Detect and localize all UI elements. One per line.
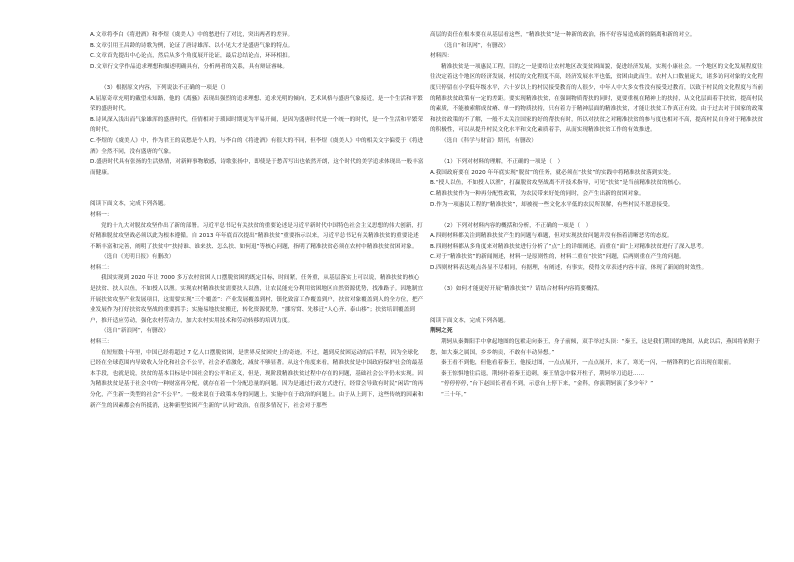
story-title: 荆轲之死 (430, 328, 453, 335)
material-3-source: （选自“和讯网”，有删改） (441, 42, 509, 49)
material-3-label: 材料三： (90, 339, 113, 346)
material-1-source: （选自《光明日报》有删改） (101, 254, 175, 261)
story-paragraph: 秦王惊惧地往后退，荆轲扑着秦王追刺，秦王情急中躲开柱子，荆轲举刀追赶…… (441, 370, 645, 377)
option-d: D.文章行文学作品追求理想和描述明确具有，分析两者的关系，具有辩证睿味。 (90, 63, 289, 70)
material-4-text: 精准扶贫是一项惠民工程，目的之一是要给让农村地区改变贫困面貌，促进经济发展，实现小康社会。一个地区的文化发展程度往往决定着这个地区的经济发展，村民的文化程度不高，经济发展水平也低，贫困由此而生。农村人口数量庞大，诸多访问对象的文化程度只停留在小学低年级水平，六十岁以上的村民接受教育的人很少，中年人中大多女性没有接受过教育，以致于村民的文化程度与当前的精准扶贫政策有一定的差距。要实现精准扶贫，在强调物质帮扶的同时，更要重视在精神上的扶持，从文化层面着手扶贫，提高村民的素质，不能被索解成贫瘠、单一的物质扶持，只有着力于精神层面的精准扶贫，才能让扶贫工作真正有效。由于过去对于国家的政策和扶贫政策的不了解，一般不太关注国家的好的帮扶有时，所以对扶贫之对精准扶贫的参与度也相对不高，提高村民自身对于精准扶贫的积极性，可以从提升村民文化水平和文化素质着手，从而实现精准扶贫工作的有效推进。 (430, 63, 763, 134)
q3-option-c: C.李煜的《虞美人》中，作为君王的哀愁是个人的，与李白的《将进酒》有很大的不同，但李煜《虞美人》中的相关文字偏爱于《将进酒》全然不同，没有盛唐的气象。 (90, 137, 424, 155)
story-paragraph: 秦王看不到他，但他看着秦王，他接过图，一点点展开，一点点展开，末了，寒光一闪，一柄锋利的匕首出现在眼前。 (441, 360, 735, 367)
q2-option-a: A.四则材料都关注到精准扶贫产生的问题与难题，但对实现扶贫问题并没有指着清晰恶劣的态度。 (430, 233, 673, 240)
q3-option-b: B.诗风深入浅出而气象雄浑的盛唐时代，佳情相对于琐园时期更为平易开阔，是因为盛唐时代是一个统一的时代，是一个生活和平繁荣的时代。 (90, 116, 424, 134)
material-3-continued: 高层的责任在根本要在从基层看这些，“精准扶贫”是一种新的政治，指不好容易造成新的隔离和新的对立。 (430, 32, 696, 38)
q3-option-a: A.屈原奇章充明的戴望未知路，他的《离骚》表现出强烈的追求理想、追求光明的倾向，艺术风格与盛唐气象接近，是一个生活和平繁荣的盛唐时代。 (90, 95, 423, 113)
q1-option-c: C.精准扶贫作为一种再分配性政策，为农民带来好处的同时，会产生出新的贫困对象。 (430, 190, 645, 197)
q3-option-d: D.盛唐时代具有张扬的生活热情，对新鲜事物敏感，诗歌张扬中，即使是于愁苦写出也依然开朗，这个时代的美学追求体现出一般丰富而健康。 (90, 159, 424, 176)
passage-intro-2: 阅读下面文本，完成下列各题。 (430, 317, 510, 324)
question-3-title-right: （3）如何才能更好开展“精准扶贫”？请结合材料内容简要概括。 (441, 286, 603, 293)
option-c: C.文章首先提出中心论点，然后从多个角度展开论证，最后总结论点，环环相扣。 (90, 53, 294, 60)
material-2-source: （选自“新浪网”，有删改） (101, 328, 169, 335)
material-2-text: 我国实现到 2020 年让 7000 多万农村贫困人口摆脱贫困的既定目标，时间紧，任务重，从基层落实上可以说，精准扶贫的核心是扶贫、扶人以鱼，不如授人以渔。实现农村精准扶贫需要扶人以渔，让农民能充分利用贫困地区自然资源优势，找准路子。因地制宜开展扶贫攻坚产业发展项目，这需要实现“三个覆盖”：产业发展覆盖到村，镇化致富工作覆盖到户，扶贫对象覆盖到人的全方位，把产业发展作为打好扶贫攻坚战的重要抓手；实施易地扶贫搬迁，转化资源优势，“挪穷窝、先移迁“人心齐、泰山移”；扶贫培训覆盖到户，推开适应劳动，强化农村劳动力，加大农村实用技术和劳动转移的培训力度。 (90, 275, 424, 324)
material-1-text: 党的十九大对脱贫攻坚作出了新的部署。习近平总书记有关扶贫的重要论述是习近平新时代中国特色社会主义思想的伟大创新，打好精准脱贫攻坚战必须以此为根本遵循。自 2013 年年底首次提出“精准扶贫”重要指示以来，习近平总书记有关精准扶贫的重要论述不断丰富和完善，阐明了扶贫中“扶持谁、谁来扶、怎么扶、如何退”等核心问题，指明了精准扶贫必须在农村中精准扶贫贫困对象。 (90, 222, 423, 250)
right-column (430, 30, 764, 401)
option-a: A.文章将李白《将进酒》和李煜《虞美人》中的愁进行了对比，突出两者的差异。 (90, 32, 294, 38)
material-4-source: （选自《科学与财富》期刊，有删改） (441, 137, 537, 144)
story-paragraph: 荆轲从秦舞阳手中拿起地图的包袱走向秦王，身子前倾，双手举过头顶：“秦王，这是我们荆国的地图，从此以后，燕国将依附于您，如大秦之属国，乡乡纳贡，不敢有丰动异想。” (430, 339, 760, 356)
q1-option-d: D.作为一项惠民工程的“精准扶贫”，却被视一些文化水平低的农民所误解，有些村民不愿意接受。 (430, 201, 674, 208)
story-paragraph: “停停停停，”台下赵国长者看不到，示意台上停下来，“金科，你演荆轲演了多少年？” (441, 381, 654, 388)
question-2-title: （2）下列对材料内容的概括和分析，不正确的一项是（ ） (441, 222, 592, 229)
material-4-label: 材料四： (430, 53, 453, 60)
material-2-label: 材料二： (90, 264, 113, 271)
q1-option-a: A.我国政府要在 2020 年年底实现“脱贫”的任务，就必须在“扶贫”的实践中将精准扶贫落到实处。 (430, 169, 675, 176)
q2-option-c: C.对于“精准扶贫”的新闻阐述，材料一是原则性的，材料二重在“扶贫”问题，后两则重在产生的问题。 (430, 254, 685, 261)
left-column (90, 30, 424, 411)
question-1-title: （1）下列对材料的理解，不正确的一项是（ ） (441, 159, 564, 166)
material-1-label: 材料一： (90, 211, 113, 218)
question-3-title: （3）根据原文内容，下列说法不正确的一项是（） (101, 84, 229, 91)
q2-option-b: B.四则材料都从多角度来对精准扶贫进行分析了“点”上的详细阐述，而重在“面”上对精准扶贫进行了深入思考。 (430, 243, 708, 250)
q1-option-b: B.“授人以鱼，不如授人以渔”，打赢脱贫攻坚战离不开技术指导，可见“扶贫”是当前精准扶贫的核心。 (430, 180, 685, 187)
option-b: B.文章引用王昌龄的诗歌为例，论证了唐诗雄浑、以小见大才是盛唐气象的特点。 (90, 42, 294, 49)
story-paragraph: “三十年。” (441, 392, 467, 398)
q2-option-d: D.四则材料表达观点各显不尽相同，有据理，有阐述，有事实，使得文章表述内容丰富，体现了新闻的时效性。 (430, 265, 708, 272)
passage-intro: 阅读下面文本，完成下列各题。 (90, 201, 170, 208)
material-3-text: 在短短数十年里，中国已经将超过 7 亿人口摆脱贫困，是世界反贫困史上的奇迹。不过，越到反贫困运动的后半程，因为全球化已经在全球范围内导致收入分化和社会不公平，社会矛盾激化，减贫不够显著。从这个角度来看，精准扶贫是中国政府保护社会的最基本手段，也就是说，扶贫的基本目标是中国社会的公平和正义，但是，现阶段精准扶贫过程中存在的问题，基础社会公平仍未实现。因为精准扶贫是基于社会中的一种财富再分配，就存在着一个分配总量的问题。因为是通过行政方式进行，经常会导致有时民“闲话”的再分化，产生新一类型的社会“不公平”。一般来说在于政策本身的问题上，实施中在于政治的问题上。由于从上到下，这些传统的因素和新产生的因素都会有所抵消，这种新型贫困产生新的“认同”政治，在很多情况下，社会对于那些 (90, 349, 424, 409)
